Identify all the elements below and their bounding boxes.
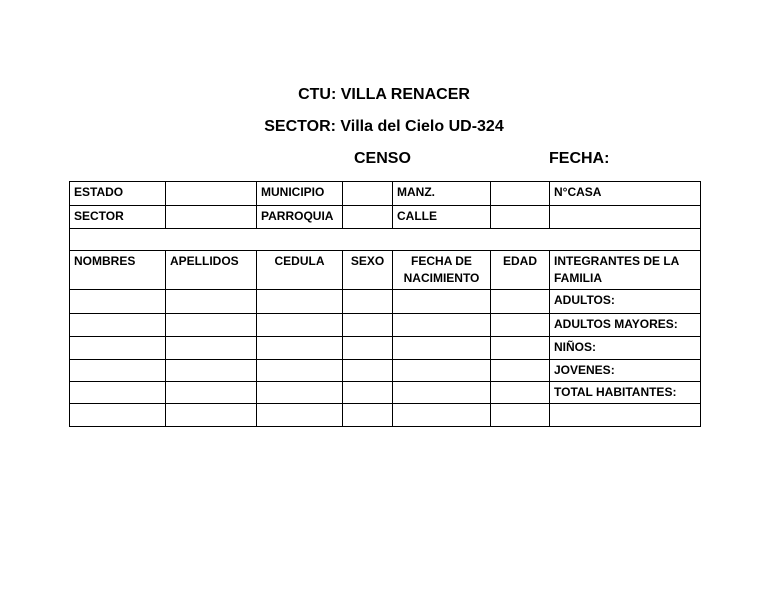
entry-cell[interactable] [257, 290, 343, 314]
table-row [70, 360, 701, 382]
entry-cell[interactable] [70, 314, 166, 337]
entry-cell[interactable] [166, 404, 257, 427]
ncasa-label: N°CASA [550, 182, 701, 206]
table-row [70, 206, 701, 229]
censo-title: CENSO [354, 150, 411, 167]
col-cedula: CEDULA [257, 251, 343, 290]
entry-cell[interactable] [343, 314, 393, 337]
entry-cell[interactable] [491, 360, 550, 382]
entry-cell[interactable] [166, 314, 257, 337]
table-row [70, 182, 701, 206]
estado-value-cell[interactable] [166, 182, 257, 206]
col-nombres: NOMBRES [70, 251, 166, 290]
entry-cell[interactable] [70, 360, 166, 382]
manz-label: MANZ. [393, 182, 491, 206]
entry-cell[interactable] [70, 337, 166, 360]
entry-cell[interactable] [393, 290, 491, 314]
total-habitantes-label: TOTAL HABITANTES: [550, 382, 701, 404]
col-edad: EDAD [491, 251, 550, 290]
entry-cell[interactable] [491, 337, 550, 360]
entry-cell[interactable] [393, 314, 491, 337]
table-row [70, 314, 701, 337]
entry-cell[interactable] [393, 382, 491, 404]
ninos-label: NIÑOS: [550, 337, 701, 360]
manz-value-cell[interactable] [491, 182, 550, 206]
calle-label: CALLE [393, 206, 491, 229]
entry-cell[interactable] [257, 337, 343, 360]
adultos-mayores-label: ADULTOS MAYORES: [550, 314, 701, 337]
entry-cell[interactable] [70, 404, 166, 427]
table-row [70, 337, 701, 360]
entry-cell[interactable] [257, 360, 343, 382]
jovenes-label: JOVENES: [550, 360, 701, 382]
column-header-row [70, 251, 701, 290]
entry-cell[interactable] [491, 404, 550, 427]
col-fecha-nacimiento: FECHA DE NACIMIENTO [393, 251, 491, 290]
sector-title: SECTOR: Villa del Cielo UD-324 [264, 118, 504, 135]
table-row [70, 404, 701, 427]
entry-cell[interactable] [393, 337, 491, 360]
entry-cell[interactable] [491, 290, 550, 314]
col-integrantes: INTEGRANTES DE LA FAMILIA [550, 251, 701, 290]
entry-cell[interactable] [491, 314, 550, 337]
spacer-cell [70, 229, 701, 251]
spacer-row [70, 229, 701, 251]
entry-cell[interactable] [257, 404, 343, 427]
estado-label: ESTADO [70, 182, 166, 206]
col-sexo: SEXO [343, 251, 393, 290]
fecha-title: FECHA: [549, 150, 610, 167]
calle-value-cell[interactable] [491, 206, 550, 229]
sector-value-cell[interactable] [166, 206, 257, 229]
entry-cell[interactable] [70, 290, 166, 314]
entry-cell[interactable] [343, 382, 393, 404]
entry-cell[interactable] [491, 382, 550, 404]
entry-cell[interactable] [393, 404, 491, 427]
entry-cell[interactable] [257, 382, 343, 404]
col-apellidos: APELLIDOS [166, 251, 257, 290]
entry-cell[interactable] [550, 404, 701, 427]
table-row [70, 290, 701, 314]
parroquia-value-cell[interactable] [343, 206, 393, 229]
entry-cell[interactable] [343, 290, 393, 314]
parroquia-label: PARROQUIA [257, 206, 343, 229]
adultos-label: ADULTOS: [550, 290, 701, 314]
entry-cell[interactable] [343, 360, 393, 382]
ctu-title: CTU: VILLA RENACER [298, 86, 470, 103]
census-table [69, 181, 701, 427]
entry-cell[interactable] [166, 290, 257, 314]
entry-cell[interactable] [257, 314, 343, 337]
entry-cell[interactable] [343, 404, 393, 427]
entry-cell[interactable] [166, 382, 257, 404]
sector-label: SECTOR [70, 206, 166, 229]
entry-cell[interactable] [166, 337, 257, 360]
municipio-value-cell[interactable] [343, 182, 393, 206]
entry-cell[interactable] [70, 382, 166, 404]
entry-cell[interactable] [343, 337, 393, 360]
entry-cell[interactable] [166, 360, 257, 382]
table-row [70, 382, 701, 404]
municipio-label: MUNICIPIO [257, 182, 343, 206]
entry-cell[interactable] [393, 360, 491, 382]
ncasa-value-cell[interactable] [550, 206, 701, 229]
